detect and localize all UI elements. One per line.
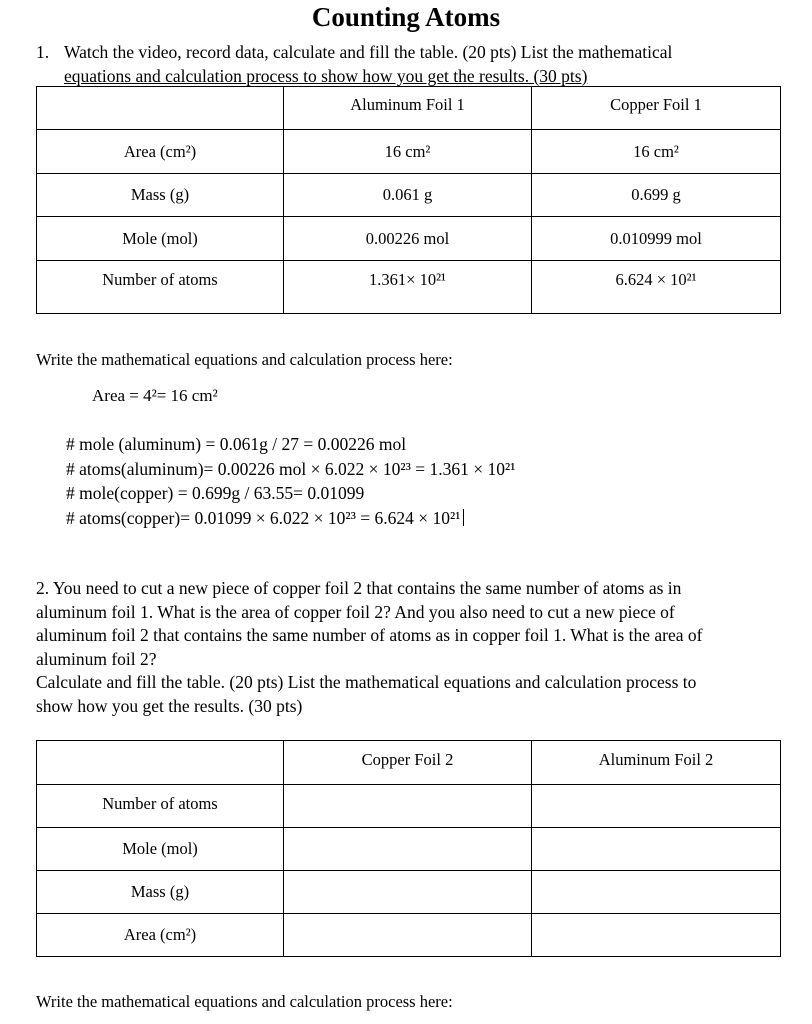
table-row: [37, 217, 781, 261]
table-header-row: [37, 741, 781, 785]
calc-line-mole-aluminum: # mole (aluminum) = 0.061g / 27 = 0.00226 mol: [66, 434, 407, 454]
equations-header: Write the mathematical equations and calculation process here:: [36, 350, 453, 369]
calc-line-atoms-copper: # atoms(copper)= 0.01099 × 6.022 × 10²³ = 6.624 × 10²¹: [66, 507, 461, 528]
question-1: [36, 40, 672, 88]
question-2-line-4: aluminum foil 2?: [36, 648, 157, 669]
table-row: [37, 914, 781, 957]
question-2-line-5: Calculate and fill the table. (20 pts) List the mathematical equations and calculation process to: [36, 672, 697, 692]
question-1-line-2: equations and calculation process to show how you get the results. (30 pts): [64, 66, 588, 86]
question-2: [36, 577, 776, 718]
table-row: [37, 871, 781, 914]
cell-aluminum2-atoms[interactable]: [532, 785, 781, 828]
cell-copper2-area[interactable]: [284, 914, 532, 957]
cell-aluminum2-area[interactable]: [532, 914, 781, 957]
cell-aluminum-area[interactable]: 16 cm²: [284, 130, 532, 174]
cell-aluminum-mole[interactable]: 0.00226 mol: [284, 217, 532, 261]
table-header-cell: [37, 741, 284, 785]
cell-copper-mass[interactable]: 0.699 g: [532, 174, 781, 217]
question-2-line-1: 2. You need to cut a new piece of copper foil 2 that contains the same number of atoms as in: [36, 578, 682, 598]
cell-copper2-mass[interactable]: [284, 871, 532, 914]
cell-aluminum-mass[interactable]: 0.061 g: [284, 174, 532, 217]
row-label-atoms[interactable]: Number of atoms: [37, 785, 284, 828]
area-equation[interactable]: Area = 4²= 16 cm²: [92, 386, 218, 405]
calc-line-mole-copper: # mole(copper) = 0.699g / 63.55= 0.01099: [66, 483, 365, 503]
calculation-block[interactable]: [66, 432, 515, 530]
row-label-area[interactable]: Area (cm²): [37, 914, 284, 957]
cell-copper2-atoms[interactable]: [284, 785, 532, 828]
table-row: [37, 261, 781, 314]
row-label-area[interactable]: Area (cm²): [37, 130, 284, 174]
question-1-number: 1.: [36, 42, 50, 62]
cell-copper-area[interactable]: 16 cm²: [532, 130, 781, 174]
data-table-1: [36, 86, 781, 314]
cell-aluminum-atoms[interactable]: 1.361× 10²¹: [284, 261, 532, 314]
table-row: [37, 130, 781, 174]
question-1-line-1: Watch the video, record data, calculate and fill the table. (20 pts) List the mathematical: [64, 42, 673, 62]
row-label-mole[interactable]: Mole (mol): [37, 217, 284, 261]
question-2-line-2: aluminum foil 1. What is the area of copper foil 2? And you also need to cut a new piece of: [36, 601, 675, 622]
table-header-aluminum-foil-1: Aluminum Foil 1: [284, 87, 532, 130]
equations-header-2: Write the mathematical equations and calculation process here:: [36, 992, 453, 1011]
table-row: [37, 174, 781, 217]
table-row: [37, 785, 781, 828]
row-label-atoms[interactable]: Number of atoms: [37, 261, 284, 314]
table-header-cell: [37, 87, 284, 130]
row-label-mass[interactable]: Mass (g): [37, 871, 284, 914]
row-label-mass[interactable]: Mass (g): [37, 174, 284, 217]
cell-copper2-mole[interactable]: [284, 828, 532, 871]
calc-line-atoms-aluminum: # atoms(aluminum)= 0.00226 mol × 6.022 × 10²³ = 1.361 × 10²¹: [66, 458, 516, 479]
cell-copper-atoms[interactable]: 6.624 × 10²¹: [532, 261, 781, 314]
table-row: [37, 828, 781, 871]
page-title: Counting Atoms: [311, 2, 501, 32]
text-cursor: [463, 509, 464, 526]
question-2-line-3: aluminum foil 2 that contains the same number of atoms as in copper foil 1. What is the area of: [36, 625, 703, 645]
cell-aluminum2-mole[interactable]: [532, 828, 781, 871]
cell-aluminum2-mass[interactable]: [532, 871, 781, 914]
data-table-2: [36, 740, 781, 957]
table-header-copper-foil-2: Copper Foil 2: [284, 741, 532, 785]
question-2-line-6: show how you get the results. (30 pts): [36, 695, 303, 716]
cell-copper-mole[interactable]: 0.010999 mol: [532, 217, 781, 261]
table-header-aluminum-foil-2: Aluminum Foil 2: [532, 741, 781, 785]
row-label-mole[interactable]: Mole (mol): [37, 828, 284, 871]
table-header-row: [37, 87, 781, 130]
table-header-copper-foil-1: Copper Foil 1: [532, 87, 781, 130]
